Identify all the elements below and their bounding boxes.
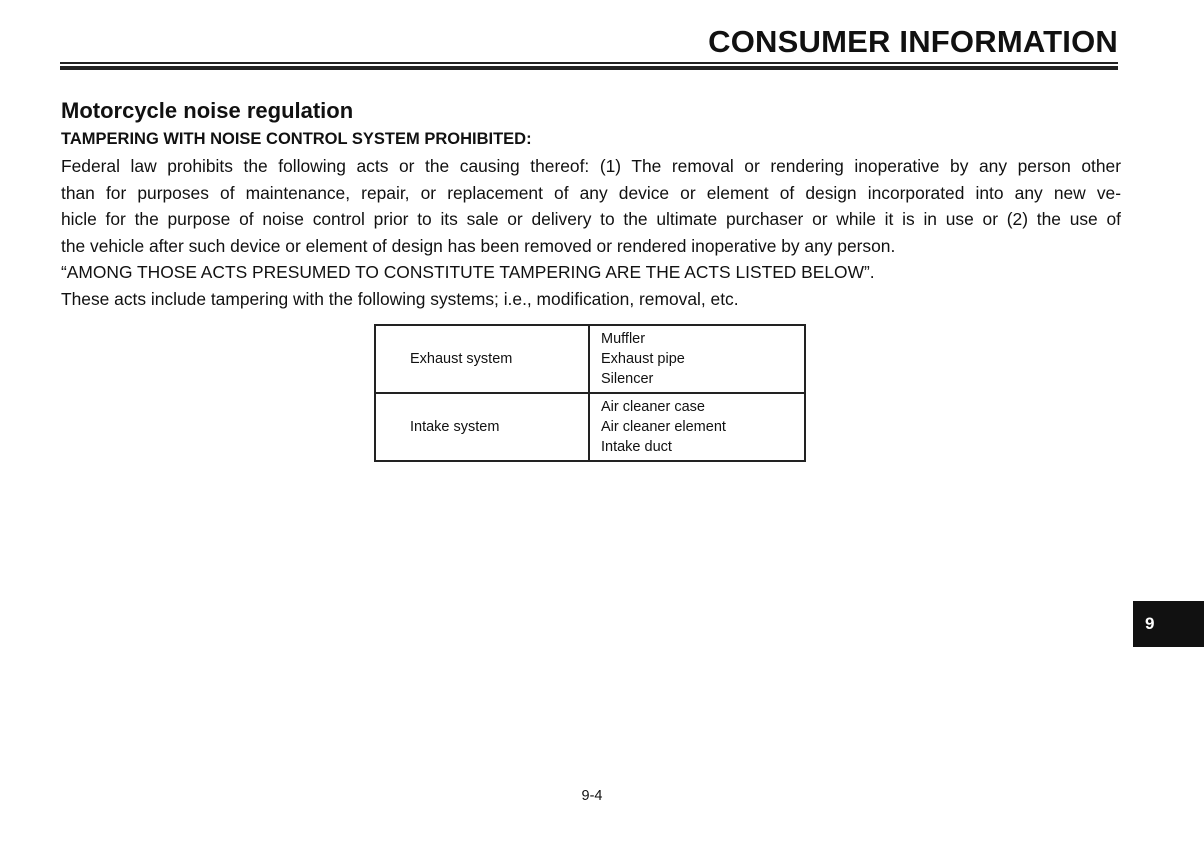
intro-line: These acts include tampering with the following systems; i.e., modification, removal, etc. bbox=[61, 288, 739, 309]
table-row bbox=[375, 325, 805, 393]
header-title: CONSUMER INFORMATION bbox=[708, 24, 1118, 59]
system-cell: Exhaust system bbox=[375, 325, 589, 393]
part-item: Exhaust pipe bbox=[601, 351, 685, 367]
systems-table bbox=[374, 324, 806, 462]
page-number: 9-4 bbox=[581, 788, 603, 804]
chapter-tab: 9 bbox=[1133, 601, 1204, 647]
quote-line: “AMONG THOSE ACTS PRESUMED TO CONSTITUTE TAMPERING ARE THE ACTS LISTED BELOW”. bbox=[61, 262, 875, 282]
paragraph-line: Federal law prohibits the following acts or the causing thereof: (1) The removal or rendering inoperative by any person other bbox=[61, 156, 1121, 176]
system-cell: Intake system bbox=[375, 393, 589, 461]
part-item: Intake duct bbox=[601, 439, 672, 455]
part-item: Muffler bbox=[601, 331, 646, 347]
part-item: Air cleaner case bbox=[601, 399, 705, 415]
part-item: Silencer bbox=[601, 371, 654, 387]
paragraph-line: than for purposes of maintenance, repair, or replacement of any device or element of design incorporated into any new ve- bbox=[61, 182, 1121, 203]
paragraph-line: hicle for the purpose of noise control prior to its sale or delivery to the ultimate purchaser or while it is in use or (2) the use of bbox=[61, 209, 1121, 229]
header-rule-thin bbox=[60, 62, 1118, 64]
body-text bbox=[61, 153, 1121, 312]
header-rule-thick bbox=[60, 66, 1118, 70]
section-title: Motorcycle noise regulation bbox=[61, 98, 354, 123]
parts-cell bbox=[589, 325, 805, 393]
table-row bbox=[375, 393, 805, 461]
part-item: Air cleaner element bbox=[601, 419, 726, 435]
parts-cell bbox=[589, 393, 805, 461]
paragraph-line: the vehicle after such device or element of design has been removed or rendered inoperative by any person. bbox=[61, 235, 896, 256]
section-subtitle: TAMPERING WITH NOISE CONTROL SYSTEM PROHIBITED: bbox=[61, 130, 532, 148]
